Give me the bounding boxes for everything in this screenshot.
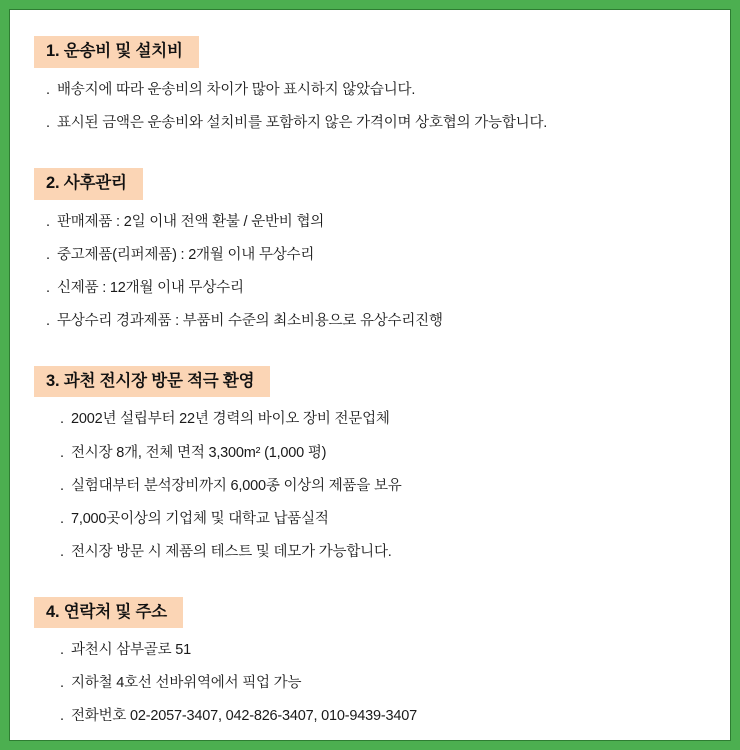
list-item (60, 443, 706, 464)
list-item-text: 지하철 4호선 선바위역에서 픽업 가능 (71, 675, 302, 692)
bullet-icon: . (46, 81, 50, 98)
list-item-text: 2002년 설립부터 22년 경력의 바이오 장비 전문업체 (71, 411, 390, 428)
list-item (60, 409, 706, 430)
list-item-text: 판매제품 : 2일 이내 전액 환불 / 운반비 협의 (57, 213, 325, 230)
section-shipping-installation (34, 36, 706, 134)
section-item-list (34, 640, 706, 727)
list-item-text: 전화번호 02-2057-3407, 042-826-3407, 010-9439-3407 (71, 708, 417, 725)
list-item (60, 509, 706, 530)
section-heading: 3. 과천 전시장 방문 적극 환영 (34, 366, 270, 398)
bullet-icon: . (46, 312, 50, 329)
list-item (60, 542, 706, 563)
bullet-icon: . (60, 543, 64, 560)
bullet-icon: . (46, 213, 50, 230)
list-item (46, 245, 706, 266)
bullet-icon: . (46, 246, 50, 263)
list-item-text: 표시된 금액은 운송비와 설치비를 포함하지 않은 가격이며 상호협의 가능합니다. (57, 114, 548, 131)
list-item (60, 640, 706, 661)
list-item (46, 278, 706, 299)
bullet-icon: . (60, 708, 64, 725)
section-contact-address (34, 597, 706, 728)
list-item-text: 배송지에 따라 운송비의 차이가 많아 표시하지 않았습니다. (57, 81, 416, 98)
section-heading: 4. 연락처 및 주소 (34, 597, 183, 629)
section-heading: 1. 운송비 및 설치비 (34, 36, 199, 68)
list-item-text: 전시장 8개, 전체 면적 3,300m² (1,000 평) (71, 444, 327, 461)
list-item-text: 7,000곳이상의 기업체 및 대학교 납품실적 (71, 510, 329, 527)
list-item-text: 신제품 : 12개월 이내 무상수리 (57, 279, 244, 296)
list-item-text: 중고제품(리퍼제품) : 2개월 이내 무상수리 (57, 246, 315, 263)
section-after-service (34, 168, 706, 332)
bullet-icon: . (46, 279, 50, 296)
section-heading-wrap (34, 36, 706, 68)
list-item-text: 무상수리 경과제품 : 부품비 수준의 최소비용으로 유상수리진행 (57, 312, 443, 329)
section-heading-wrap (34, 168, 706, 200)
section-heading-wrap (34, 597, 706, 629)
section-item-list (34, 409, 706, 562)
list-item (46, 80, 706, 101)
section-heading: 2. 사후관리 (34, 168, 143, 200)
list-item-text: 전시장 방문 시 제품의 테스트 및 데모가 가능합니다. (71, 543, 392, 560)
list-item-text: 실험대부터 분석장비까지 6,000종 이상의 제품을 보유 (71, 477, 402, 494)
bullet-icon: . (60, 444, 64, 461)
bullet-icon: . (60, 510, 64, 527)
bullet-icon: . (46, 114, 50, 131)
section-showroom-visit (34, 366, 706, 563)
list-item-text: 과천시 삼부골로 51 (71, 642, 192, 659)
list-item (60, 673, 706, 694)
bullet-icon: . (60, 411, 64, 428)
list-item (46, 113, 706, 134)
bullet-icon: . (60, 642, 64, 659)
section-item-list (34, 80, 706, 134)
list-item (46, 212, 706, 233)
list-item (46, 311, 706, 332)
section-heading-wrap (34, 366, 706, 398)
bullet-icon: . (60, 675, 64, 692)
list-item (60, 706, 706, 727)
section-item-list (34, 212, 706, 332)
document-body (9, 9, 731, 741)
list-item (60, 476, 706, 497)
bullet-icon: . (60, 477, 64, 494)
